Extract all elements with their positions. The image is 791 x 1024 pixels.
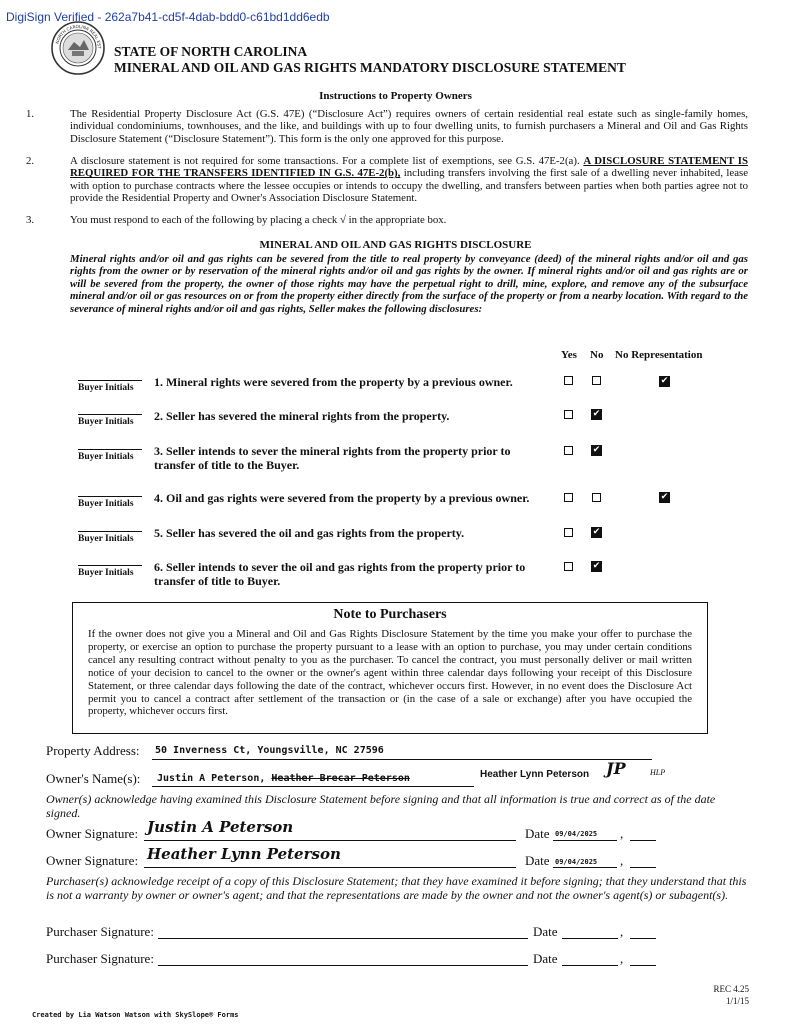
buyer-initials-label: Buyer Initials bbox=[78, 534, 134, 544]
disclosure-question: 5. Seller has severed the oil and gas rights from the property. bbox=[154, 526, 465, 540]
created-by-footer: Created by Lia Watson Watson with SkySlope® Forms bbox=[32, 1011, 239, 1019]
owner-signature-label-2: Owner Signature: bbox=[46, 853, 139, 868]
date-label-1: Date bbox=[525, 826, 550, 841]
checkbox-no[interactable] bbox=[592, 376, 601, 385]
buyer-initials-label: Buyer Initials bbox=[78, 499, 134, 509]
purchaser-acknowledgment: Purchaser(s) acknowledge receipt of a copy of this Disclosure Statement; that they have examined it before signing; that they understand that this is not a warranty by owner or owner's agent; and that the representations are made by the owner and not the owner's agent(s) or subagent(s). bbox=[46, 874, 747, 902]
column-no-representation: No Representation bbox=[615, 349, 703, 361]
state-name: STATE OF NORTH CAROLINA bbox=[114, 44, 308, 59]
disclosure-row-2 bbox=[0, 404, 791, 440]
date-line-1 bbox=[553, 840, 617, 841]
owner-signature-label-1: Owner Signature: bbox=[46, 826, 139, 841]
owner-signature-line-1 bbox=[144, 840, 516, 841]
property-address-value[interactable]: 50 Inverness Ct, Youngsville, NC 27596 bbox=[155, 745, 384, 756]
checkbox-yes[interactable] bbox=[564, 376, 573, 385]
date-label-2: Date bbox=[525, 853, 550, 868]
purchaser-signature-line-1[interactable] bbox=[158, 938, 528, 939]
purchaser-date-separator-1: , bbox=[620, 924, 624, 939]
purchaser-year-line-1[interactable] bbox=[630, 938, 656, 939]
disclosure-question: 2. Seller has severed the mineral rights from the property. bbox=[154, 409, 450, 423]
disclosure-row-4 bbox=[0, 486, 791, 522]
year-line-2 bbox=[630, 867, 656, 868]
owner-name-struck: Heather Brecar Peterson bbox=[271, 773, 410, 784]
owner-date-1[interactable]: 09/04/2025 bbox=[555, 830, 598, 838]
seal-text: NORTH CAROLINA REAL EST bbox=[54, 23, 103, 49]
instruction-number: 1. bbox=[26, 108, 35, 120]
checkbox-yes[interactable] bbox=[564, 528, 573, 537]
buyer-initials-label: Buyer Initials bbox=[78, 568, 134, 578]
date-separator-1: , bbox=[620, 826, 624, 841]
year-line-1 bbox=[630, 840, 656, 841]
owner-acknowledgment: Owner(s) acknowledge having examined this Disclosure Statement before signing and that all information is true and correct as of the date signed. bbox=[46, 792, 716, 820]
buyer-initials-line[interactable] bbox=[78, 380, 142, 381]
instruction-item-3 bbox=[26, 214, 748, 226]
buyer-initials-label: Buyer Initials bbox=[78, 417, 134, 427]
purchaser-signature-label-2: Purchaser Signature: bbox=[46, 951, 154, 966]
commission-seal bbox=[50, 20, 106, 76]
disclosure-question: 6. Seller intends to sever the oil and gas rights from the property prior to transfer of title to Buyer. bbox=[154, 560, 526, 588]
checkbox-no-checked[interactable]: ✔ bbox=[592, 561, 601, 571]
form-code-block bbox=[713, 983, 749, 1007]
owners-name-line bbox=[152, 786, 474, 787]
instruction-text: You must respond to each of the following by placing a check √ in the appropriate box. bbox=[70, 214, 447, 226]
buyer-initials-line[interactable] bbox=[78, 565, 142, 566]
checkbox-no[interactable] bbox=[592, 493, 601, 502]
purchaser-date-line-2[interactable] bbox=[562, 965, 618, 966]
disclosure-question: 1. Mineral rights were severed from the property by a previous owner. bbox=[154, 375, 513, 389]
initials-jp: JP bbox=[606, 759, 626, 778]
owner-name-added: Heather Lynn Peterson bbox=[480, 769, 590, 780]
purchaser-signature-line-2[interactable] bbox=[158, 965, 528, 966]
owners-name-label: Owner's Name(s): bbox=[46, 771, 141, 786]
checkbox-no-checked[interactable]: ✔ bbox=[592, 527, 601, 537]
checkbox-yes[interactable] bbox=[564, 493, 573, 502]
owner-signature-1[interactable]: Justin A Peterson bbox=[147, 818, 294, 836]
instruction-text: The Residential Property Disclosure Act (G.S. 47E) (“Disclosure Act”) requires owners of certain residential real estate such as single-family homes, individual condominiums, townhouses, and the like, and buildings with up to four dwelling units, to furnish purchasers a Mineral and Oil and Gas Rights Disclosure Statement (“Disclosure Statement”). This form is the only one approved for this purpose. bbox=[70, 108, 748, 145]
checkbox-yes[interactable] bbox=[564, 562, 573, 571]
buyer-initials-line[interactable] bbox=[78, 449, 142, 450]
disclosure-question: 3. Seller intends to sever the mineral rights from the property prior to transfer of title to the Buyer. bbox=[154, 444, 511, 472]
mineral-disclosure-heading: MINERAL AND OIL AND GAS RIGHTS DISCLOSURE bbox=[259, 239, 532, 251]
purchaser-date-label-1: Date bbox=[533, 924, 558, 939]
purchaser-year-line-2[interactable] bbox=[630, 965, 656, 966]
owner-date-2[interactable]: 09/04/2025 bbox=[555, 858, 598, 866]
instruction-item-1 bbox=[26, 108, 748, 145]
checkbox-no-representation-checked[interactable]: ✔ bbox=[660, 492, 669, 502]
checkbox-yes[interactable] bbox=[564, 446, 573, 455]
instruction-text-pre: A disclosure statement is not required for some transactions. For a complete list of exemptions, see G.S. 47E-2(a). bbox=[70, 155, 584, 167]
purchaser-date-line-1[interactable] bbox=[562, 938, 618, 939]
property-address-label: Property Address: bbox=[46, 743, 140, 758]
mineral-disclosure-paragraph: Mineral rights and/or oil and gas rights can be severed from the title to real property by conveyance (deed) of the mineral rights and/or oil and gas rights from the owner or by reservation of the mineral rights and/or oil and gas rights by the owner. If mineral rights and/or oil and gas rights are or will be severed from the property, the owner of those rights may have the perpetual right to drill, mine, explore, and remove any of the subsurface mineral and/or oil or gas resources on or from the property either directly from the surface of the property or from a nearby location. With regard to the severance of mineral rights and/or oil and gas rights, Seller makes the following disclosures: bbox=[70, 253, 748, 315]
disclosure-question: 4. Oil and gas rights were severed from the property by a previous owner. bbox=[154, 491, 530, 505]
column-no: No bbox=[590, 349, 604, 361]
buyer-initials-line[interactable] bbox=[78, 531, 142, 532]
instruction-number: 3. bbox=[26, 214, 35, 226]
instruction-number: 2. bbox=[26, 155, 35, 167]
instruction-text bbox=[70, 155, 748, 205]
owner-signature-2[interactable]: Heather Lynn Peterson bbox=[147, 845, 341, 863]
date-separator-2: , bbox=[620, 853, 624, 868]
note-text: If the owner does not give you a Mineral and Oil and Gas Rights Disclosure Statement by the time you make your offer to purchase the property, or exercise an option to purchase the property pursuant to a lease with an option to purchase, you may under certain conditions cancel any resulting contract without penalty to you as the purchaser. To cancel the contract, you must personally deliver or mail written notice of your decision to cancel to the owner or the owner's agent within three calendar days following your receipt of this Disclosure Statement, or three calendar days following the date of the contract, whichever occurs first. However, in no event does the Disclosure Act permit you to cancel a contract after settlement of the transaction or (in the case of a sale or exchange) after you have occupied the property, whichever occurs first. bbox=[88, 628, 692, 718]
disclosure-row-5 bbox=[0, 521, 791, 557]
note-title: Note to Purchasers bbox=[333, 607, 447, 622]
owners-name-value[interactable] bbox=[157, 773, 410, 784]
property-address-line bbox=[152, 759, 652, 760]
owner-name-1: Justin A Peterson, bbox=[157, 773, 266, 784]
checkbox-yes[interactable] bbox=[564, 410, 573, 419]
buyer-initials-line[interactable] bbox=[78, 496, 142, 497]
column-yes: Yes bbox=[561, 349, 577, 361]
purchaser-signature-label-1: Purchaser Signature: bbox=[46, 924, 154, 939]
form-title bbox=[114, 44, 626, 76]
instruction-item-2 bbox=[26, 155, 748, 205]
buyer-initials-label: Buyer Initials bbox=[78, 452, 134, 462]
form-date: 1/1/15 bbox=[725, 996, 749, 1006]
document-title: MINERAL AND OIL AND GAS RIGHTS MANDATORY DISCLOSURE STATEMENT bbox=[114, 60, 626, 75]
disclosure-row-3 bbox=[0, 439, 791, 475]
buyer-initials-line[interactable] bbox=[78, 414, 142, 415]
verification-banner: DigiSign Verified - 262a7b41-cd5f-4dab-bdd0-c61bd1dd6edb bbox=[6, 10, 330, 24]
buyer-initials-label: Buyer Initials bbox=[78, 383, 134, 393]
checkbox-no-checked[interactable]: ✔ bbox=[592, 445, 601, 455]
instructions-heading: Instructions to Property Owners bbox=[319, 90, 472, 102]
purchaser-date-label-2: Date bbox=[533, 951, 558, 966]
disclosure-row-6 bbox=[0, 555, 791, 591]
purchaser-date-separator-2: , bbox=[620, 951, 624, 966]
disclosure-row-1 bbox=[0, 370, 791, 406]
initials-hlp: HLP bbox=[650, 768, 666, 777]
owner-signature-line-2 bbox=[144, 867, 516, 868]
instruction-text-post: including transfers involving the first sale of a dwelling never inhabited, lease with option to purchase contracts where the lessee occupies or intends to occupy the dwelling, and transfers between parties when both parties agree not to provide the Residential Property and Owner's Association Disclosure Statement. bbox=[70, 167, 749, 205]
checkbox-no-representation-checked[interactable]: ✔ bbox=[660, 376, 669, 386]
checkbox-no-checked[interactable]: ✔ bbox=[592, 409, 601, 419]
date-line-2 bbox=[553, 867, 617, 868]
instruction-emphasis: A DISCLOSURE STATEMENT IS REQUIRED FOR THE TRANSFERS IDENTIFIED IN G.S. 47E-2(b), bbox=[70, 155, 748, 180]
form-code: REC 4.25 bbox=[713, 984, 749, 994]
